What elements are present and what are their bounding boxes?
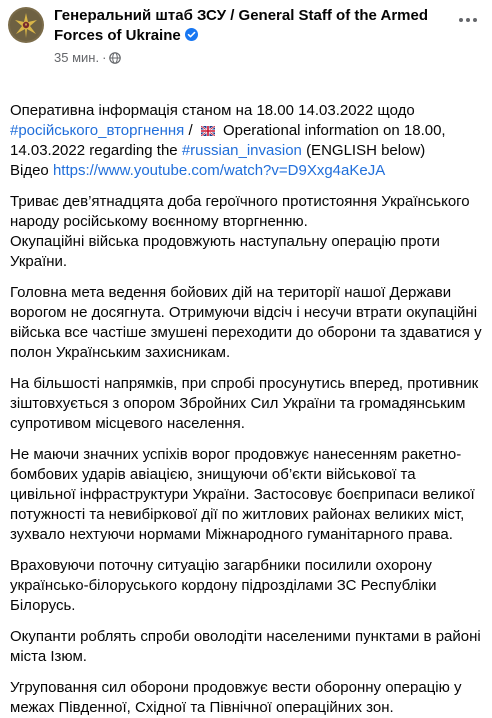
post-body — [8, 70, 482, 718]
hashtag-link-ua[interactable]: #російського_вторгнення — [10, 122, 185, 139]
more-dot — [466, 18, 470, 22]
more-dot — [473, 18, 477, 22]
post-header — [8, 0, 482, 70]
globe-icon[interactable] — [109, 52, 121, 64]
paragraph-7: Угруповання сил оборони продовжує вести оборонну операцію у межах Південної, Східної та Північної операційних зон. — [10, 679, 462, 716]
hashtag-link-en[interactable]: #russian_invasion — [181, 142, 302, 159]
uk-flag-icon — [201, 126, 215, 136]
verified-badge-icon — [185, 28, 198, 41]
intro-text-ua: Оперативна інформація станом на 18.00 14.03.2022 щодо — [10, 102, 415, 119]
video-link[interactable]: https://www.youtube.com/watch?v=D9Xxg4aKeJA — [52, 162, 386, 179]
post-meta — [54, 49, 448, 67]
intro-paragraph — [10, 70, 482, 90]
intro-text-en: Operational information on 18.00, 14.03.2022 regarding the — [10, 122, 446, 159]
page-name[interactable] — [54, 6, 448, 46]
meta-separator: · — [102, 50, 107, 65]
more-dot — [459, 18, 463, 22]
ukraine-flag-icon — [10, 75, 24, 85]
page-name-text[interactable]: Генеральний штаб ЗСУ / General Staff of the Armed Forces of Ukraine — [54, 7, 429, 44]
more-options-button[interactable] — [454, 6, 482, 34]
paragraph-2: Головна мета ведення бойових дій на території нашої Держави ворогом не досягнута. Отримуючи відсіч і несучи втрати окупаційні війська все частіше змушені переходити до оборони та здаватися у полон Українським захисникам. — [10, 284, 482, 361]
intro-separator: / — [188, 122, 193, 139]
paragraph-5: Враховуючи поточну ситуацію загарбники посилили охорону українсько-білоруського кордону підрозділами ЗС Республіки Білорусь. — [10, 557, 437, 614]
paragraph-4: Не маючи значних успіхів ворог продовжує нанесенням ракетно-бомбових ударів авіацією, знищуючи об’єкти військової та цивільної інфраструктури України. Застосовує боєприпаси великої потужності та невибіркової дії по житлових районах великих міст, зухвало нехтуючи нормами Міжнародного гуманітарного права. — [10, 446, 475, 543]
avatar[interactable] — [8, 7, 44, 43]
video-label: Відео — [10, 162, 49, 179]
paragraph-6: Окупанти роблять спроби оволодіти населеними пунктами в районі міста Ізюм. — [10, 628, 481, 665]
post-header-text — [54, 6, 448, 67]
general-staff-emblem-icon — [10, 9, 42, 41]
intro-english-below: (ENGLISH below) — [306, 142, 426, 159]
post-timestamp[interactable]: 35 мин. — [54, 50, 100, 65]
paragraph-3: На більшості напрямків, при спробі просунутись вперед, противник зіштовхується з опором Збройних Сил України та громадянським супротивом місцевого населення. — [10, 375, 479, 432]
paragraph-1: Триває дев’ятнадцята доба героїчного протистояння Українського народу російському воєнному вторгненню. Окупаційні війська продовжують наступальну операцію проти України. — [10, 193, 470, 270]
